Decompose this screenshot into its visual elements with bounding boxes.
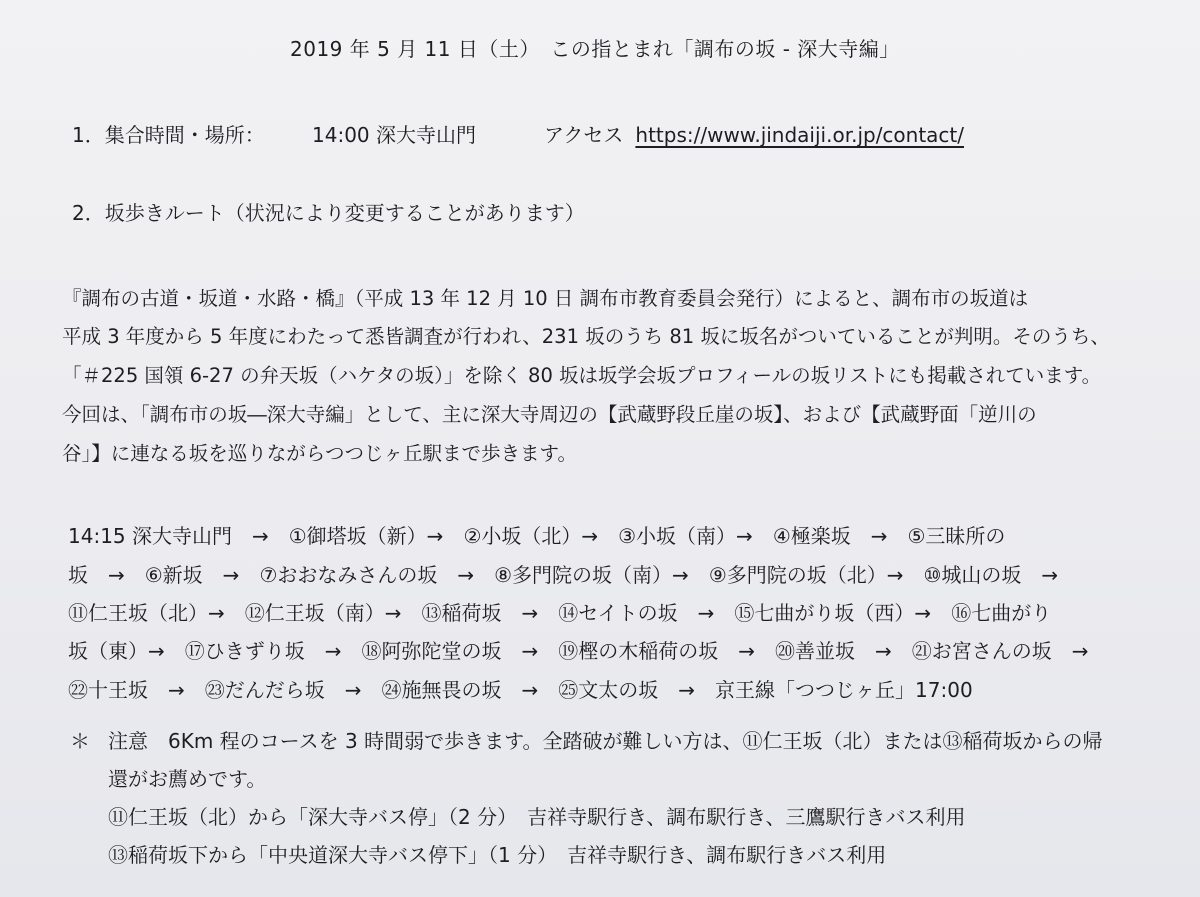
note-line: 還がお薦めです。 — [108, 767, 267, 791]
access-label: アクセス — [544, 123, 624, 147]
route-line: 14:15 深大寺山門 → ①御塔坂（新）→ ②小坂（北）→ ③小坂（南）→ ④極楽坂 → ⑤三昧所の — [68, 524, 1006, 548]
paragraph-line: 『調布の古道・坂道・水路・橋』（平成 13 年 12 月 10 日 調布市教育委員会発行）によると、調布市の坂道は — [62, 287, 1029, 310]
bus-option-line: ⑬稲荷坂下から「中央道深大寺バス停下」（1 分） 吉祥寺駅行き、調布駅行きバス利用 — [108, 843, 887, 867]
route-line: ㉒十王坂 → ㉓だんだら坂 → ㉔施無畏の坂 → ㉕文太の坂 → 京王線「つつじヶ丘」17:00 — [68, 678, 973, 702]
paragraph-line: 「＃225 国領 6-27 の弁天坂（ハケタの坂）」を除く 80 坂は坂学会坂プロフィールの坂リストにも掲載されています。 — [62, 364, 1102, 387]
note-asterisk: ＊ — [70, 729, 90, 753]
paragraph-line: 平成 3 年度から 5 年度にわたって悉皆調査が行われ、231 坂のうち 81 坂に坂名がついていることが判明。そのうち、 — [62, 325, 1110, 348]
route-section-heading: 2．坂歩きルート（状況により変更することがあります） — [72, 201, 585, 225]
paragraph-line: 今回は、「調布市の坂―深大寺編」として、主に深大寺周辺の【武蔵野段丘崖の坂】、および【武蔵野面「逆川の — [62, 403, 1037, 426]
document-title: 2019 年 5 月 11 日（土） この指とまれ「調布の坂 - 深大寺編」 — [290, 37, 900, 61]
meeting-label: 1．集合時間・場所： — [72, 123, 265, 147]
meeting-section — [72, 122, 964, 148]
paragraph-line: 谷」】に連なる坂を巡りながらつつじヶ丘駅まで歩きます。 — [62, 442, 577, 465]
meeting-time-place: 14:00 深大寺山門 — [312, 123, 476, 147]
route-line: 坂 → ⑥新坂 → ⑦おおなみさんの坂 → ⑧多門院の坂（南）→ ⑨多門院の坂（北）→ ⑩城山の坂 → — [68, 563, 1059, 587]
access-url: https://www.jindaiji.or.jp/contact/ — [635, 123, 965, 147]
route-line: ⑪仁王坂（北）→ ⑫仁王坂（南）→ ⑬稲荷坂 → ⑭セイトの坂 → ⑮七曲がり坂（西）→ ⑯七曲がり — [68, 601, 1052, 625]
route-line: 坂（東）→ ⑰ひきずり坂 → ⑱阿弥陀堂の坂 → ⑲樫の木稲荷の坂 → ⑳善並坂 → ㉑お宮さんの坂 → — [68, 639, 1089, 663]
note-line: 注意 6Km 程のコースを 3 時間弱で歩きます。全踏破が難しい方は、⑪仁王坂（北）または⑬稲荷坂からの帰 — [108, 729, 1103, 753]
bus-option-line: ⑪仁王坂（北）から「深大寺バス停」（2 分） 吉祥寺駅行き、調布駅行き、三鷹駅行きバス利用 — [108, 805, 966, 829]
